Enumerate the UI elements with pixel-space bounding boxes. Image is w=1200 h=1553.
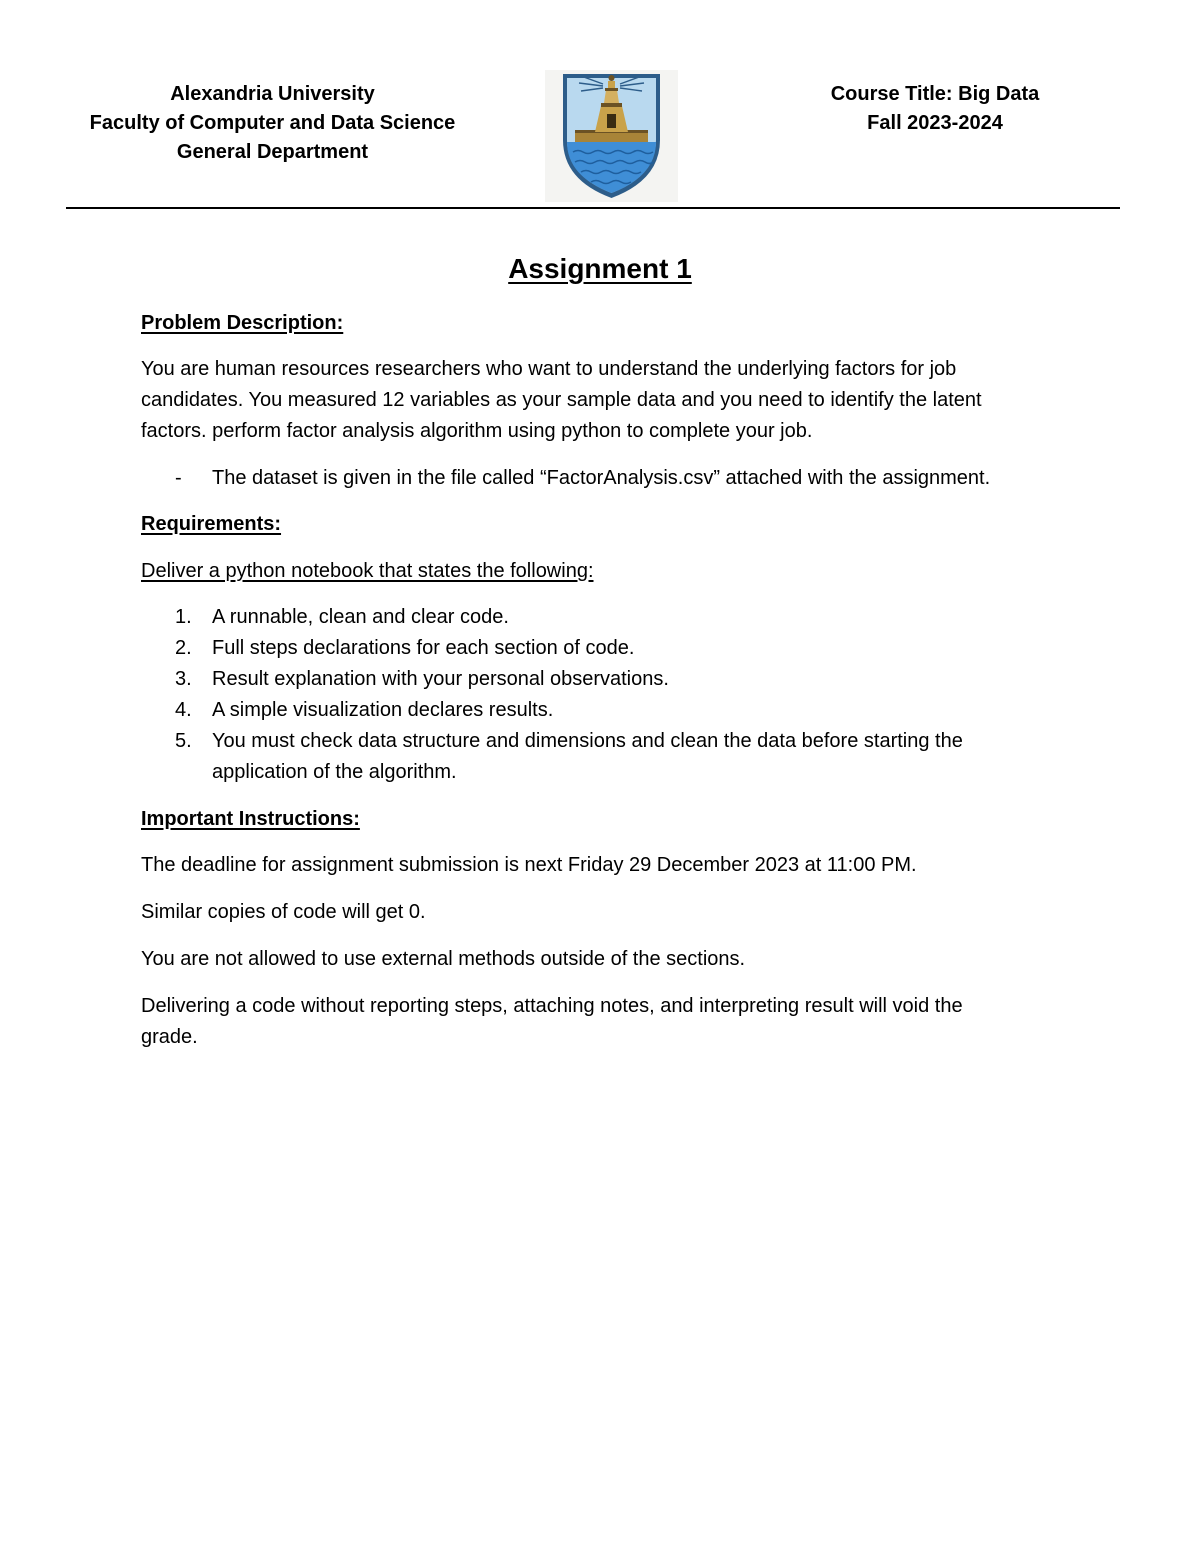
bullet-text: The dataset is given in the file called “FactorAnalysis.csv” attached with the assignment. bbox=[212, 467, 991, 489]
list-number: 4. bbox=[175, 699, 192, 721]
list-text: A simple visualization declares results. bbox=[212, 699, 554, 721]
problem-paragraph bbox=[141, 354, 1071, 447]
external-methods-paragraph: You are not allowed to use external methods outside of the sections. bbox=[141, 948, 746, 970]
delivery-line: Delivering a code without reporting steps, attaching notes, and interpreting result will void the bbox=[141, 995, 963, 1017]
course-header bbox=[800, 80, 1070, 138]
copies-paragraph: Similar copies of code will get 0. bbox=[141, 901, 426, 923]
instructions-heading: Important Instructions: bbox=[141, 808, 360, 830]
list-number: 1. bbox=[175, 606, 192, 628]
delivery-line: grade. bbox=[141, 1026, 198, 1048]
requirements-heading: Requirements: bbox=[141, 513, 282, 535]
list-number: 3. bbox=[175, 668, 192, 690]
list-number: 2. bbox=[175, 637, 192, 659]
list-text: You must check data structure and dimensions and clean the data before starting the bbox=[212, 730, 963, 752]
problem-heading: Problem Description: bbox=[141, 312, 344, 334]
course-title: Course Title: Big Data bbox=[830, 83, 1040, 105]
university-header bbox=[70, 80, 475, 167]
lighthouse-crest-icon bbox=[545, 70, 678, 202]
deadline-paragraph: The deadline for assignment submission is next Friday 29 December 2023 at 11:00 PM. bbox=[141, 854, 917, 876]
faculty-name: Faculty of Computer and Data Science bbox=[89, 112, 456, 134]
list-text: Result explanation with your personal observations. bbox=[212, 668, 669, 690]
problem-line: candidates. You measured 12 variables as your sample data and you need to identify the latent bbox=[141, 389, 982, 411]
bullet-marker: - bbox=[175, 467, 182, 489]
page-title: Assignment 1 bbox=[508, 253, 692, 284]
course-term: Fall 2023-2024 bbox=[867, 112, 1003, 134]
list-number: 5. bbox=[175, 730, 192, 752]
delivery-paragraph bbox=[141, 991, 1071, 1053]
list-text: Full steps declarations for each section of code. bbox=[212, 637, 635, 659]
list-text: A runnable, clean and clear code. bbox=[212, 606, 509, 628]
requirements-intro: Deliver a python notebook that states the following: bbox=[141, 560, 594, 582]
problem-line: factors. perform factor analysis algorithm using python to complete your job. bbox=[141, 420, 813, 442]
university-name: Alexandria University bbox=[170, 83, 375, 105]
header-divider bbox=[66, 207, 1120, 209]
list-text-continued: application of the algorithm. bbox=[212, 761, 457, 783]
problem-line: You are human resources researchers who want to understand the underlying factors for job bbox=[141, 358, 957, 380]
department-name: General Department bbox=[176, 141, 369, 163]
